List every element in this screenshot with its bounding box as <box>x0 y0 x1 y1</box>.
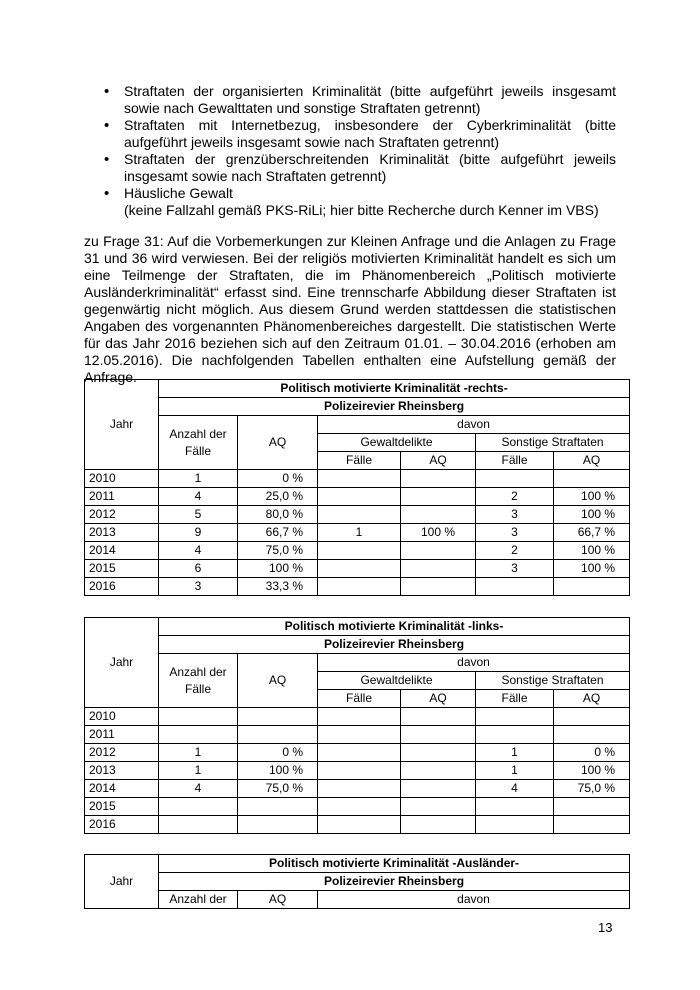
cell-violent-aq <box>401 560 476 578</box>
cell-other-cases: 3 <box>476 506 554 524</box>
table-row <box>85 542 630 560</box>
bullet-item: • Straftaten der grenzüberschreitenden Kriminalität (bitte aufgeführt jeweils insgesamt sowie nach Straftaten getrennt) <box>104 151 616 185</box>
cell-other-cases <box>476 726 554 744</box>
violent-aq-header: AQ <box>401 690 476 708</box>
cell-violent-aq <box>401 488 476 506</box>
count-header: Anzahl der <box>159 891 238 909</box>
cell-other-aq <box>554 726 630 744</box>
cell-violent-aq <box>401 744 476 762</box>
station-header: Polizeirevier Rheinsberg <box>159 636 630 654</box>
cell-violent-aq <box>401 798 476 816</box>
cell-year: 2014 <box>85 542 159 560</box>
cell-other-cases: 2 <box>476 542 554 560</box>
table-row <box>85 470 630 488</box>
cell-violent-cases <box>318 816 401 834</box>
cell-other-aq <box>554 578 630 596</box>
cell-other-cases: 3 <box>476 524 554 542</box>
table-row <box>85 488 630 506</box>
cell-violent-aq <box>401 726 476 744</box>
cell-other-aq: 100 % <box>554 506 630 524</box>
cell-violent-aq: 100 % <box>401 524 476 542</box>
cell-year: 2012 <box>85 744 159 762</box>
cell-violent-cases: 1 <box>318 524 401 542</box>
cell-violent-aq <box>401 578 476 596</box>
davon-header: davon <box>318 654 630 672</box>
table-row <box>85 816 630 834</box>
cell-cases <box>159 816 238 834</box>
cell-aq <box>238 816 318 834</box>
table-row <box>85 560 630 578</box>
table-row <box>85 798 630 816</box>
cell-violent-cases <box>318 470 401 488</box>
cell-cases <box>159 708 238 726</box>
cell-violent-aq <box>401 762 476 780</box>
cell-cases: 6 <box>159 560 238 578</box>
aq-header: AQ <box>238 654 318 708</box>
year-header: Jahr <box>85 855 159 909</box>
station-header: Polizeirevier Rheinsberg <box>159 398 630 416</box>
other-aq-header: AQ <box>554 452 630 470</box>
cell-violent-cases <box>318 726 401 744</box>
cell-violent-aq <box>401 816 476 834</box>
cell-other-cases: 1 <box>476 762 554 780</box>
year-header: Jahr <box>85 380 159 470</box>
cell-violent-cases <box>318 506 401 524</box>
davon-header: davon <box>318 416 630 434</box>
cell-violent-aq <box>401 506 476 524</box>
cell-cases: 1 <box>159 470 238 488</box>
cell-year: 2014 <box>85 780 159 798</box>
table-row <box>85 506 630 524</box>
cell-cases <box>159 798 238 816</box>
cell-violent-aq <box>401 542 476 560</box>
cell-aq: 0 % <box>238 744 318 762</box>
cell-year: 2016 <box>85 816 159 834</box>
cell-aq: 66,7 % <box>238 524 318 542</box>
other-header: Sonstige Straftaten <box>476 434 630 452</box>
aq-header: AQ <box>238 891 318 909</box>
bullet-item <box>104 185 616 219</box>
cell-cases: 4 <box>159 780 238 798</box>
cell-aq: 75,0 % <box>238 542 318 560</box>
page-number: 13 <box>598 920 613 935</box>
violent-header: Gewaltdelikte <box>318 434 476 452</box>
station-header: Polizeirevier Rheinsberg <box>159 873 630 891</box>
cell-violent-cases <box>318 762 401 780</box>
cell-other-aq: 0 % <box>554 744 630 762</box>
count-header: Anzahl der Fälle <box>159 654 238 708</box>
cell-year: 2011 <box>85 726 159 744</box>
cell-other-cases <box>476 708 554 726</box>
cell-year: 2013 <box>85 762 159 780</box>
cell-violent-cases <box>318 744 401 762</box>
violent-aq-header: AQ <box>401 452 476 470</box>
table-row <box>85 744 630 762</box>
cell-cases: 4 <box>159 542 238 560</box>
cell-violent-cases <box>318 560 401 578</box>
table-title: Politisch motivierte Kriminalität -Ausländer- <box>159 855 630 873</box>
table-foreigner <box>84 854 630 909</box>
table-row <box>85 762 630 780</box>
year-header: Jahr <box>85 618 159 708</box>
cell-other-aq <box>554 798 630 816</box>
other-aq-header: AQ <box>554 690 630 708</box>
cell-other-aq: 100 % <box>554 762 630 780</box>
cell-aq: 80,0 % <box>238 506 318 524</box>
bullet-item-title: Häusliche Gewalt (keine Fallzahl gemäß PKS-RiLi; hier bitte Recherche durch Kenner im VBS) <box>124 185 599 218</box>
violent-cases-header: Fälle <box>318 452 401 470</box>
cell-aq: 33,3 % <box>238 578 318 596</box>
cell-violent-aq <box>401 470 476 488</box>
cell-cases: 1 <box>159 762 238 780</box>
table-title: Politisch motivierte Kriminalität -rechts- <box>159 380 630 398</box>
cell-year: 2012 <box>85 506 159 524</box>
cell-violent-cases <box>318 488 401 506</box>
cell-year: 2016 <box>85 578 159 596</box>
cell-other-cases <box>476 578 554 596</box>
violent-header: Gewaltdelikte <box>318 672 476 690</box>
table-row <box>85 726 630 744</box>
cell-other-aq: 100 % <box>554 542 630 560</box>
table-title: Politisch motivierte Kriminalität -links- <box>159 618 630 636</box>
violent-cases-header: Fälle <box>318 690 401 708</box>
cell-violent-cases <box>318 780 401 798</box>
cell-violent-cases <box>318 708 401 726</box>
cell-aq <box>238 708 318 726</box>
other-cases-header: Fälle <box>476 690 554 708</box>
cell-year: 2015 <box>85 798 159 816</box>
cell-other-aq: 66,7 % <box>554 524 630 542</box>
count-header: Anzahl der Fälle <box>159 416 238 470</box>
table-row <box>85 708 630 726</box>
aq-header: AQ <box>238 416 318 470</box>
cell-violent-aq <box>401 780 476 798</box>
cell-other-cases <box>476 798 554 816</box>
other-cases-header: Fälle <box>476 452 554 470</box>
cell-cases: 5 <box>159 506 238 524</box>
cell-other-cases: 4 <box>476 780 554 798</box>
cell-other-cases: 3 <box>476 560 554 578</box>
cell-aq <box>238 726 318 744</box>
cell-cases: 9 <box>159 524 238 542</box>
cell-other-cases <box>476 470 554 488</box>
bullet-list <box>104 83 616 219</box>
cell-violent-cases <box>318 542 401 560</box>
table-right-wing <box>84 379 630 596</box>
cell-year: 2010 <box>85 470 159 488</box>
cell-aq: 0 % <box>238 470 318 488</box>
other-header: Sonstige Straftaten <box>476 672 630 690</box>
table-left-wing <box>84 617 630 834</box>
cell-cases: 4 <box>159 488 238 506</box>
table-row <box>85 780 630 798</box>
answer-paragraph: zu Frage 31: Auf die Vorbemerkungen zur Kleinen Anfrage und die Anlagen zu Frage 31 und 36 wird verwiesen. Bei der religiös motivierten Kriminalität handelt es sich um eine Teilmenge der Straftaten, die im Phänomenbereich „Politisch motivierte Ausländerkriminalität“ erfasst sind. Eine trennscharfe Abbildung dieser Straftaten ist gegenwärtig nicht möglich. Aus diesem Grund werden stattdessen die statistischen Angaben des vorgenannten Phänomenbereiches dargestellt. Die statistischen Werte für das Jahr 2016 beziehen sich auf den Zeitraum 01.01. – 30.04.2016 (erhoben am 12.05.2016). Die nachfolgenden Tabellen enthalten eine Aufstellung gemäß der Anfrage. <box>84 233 616 385</box>
cell-aq: 100 % <box>238 762 318 780</box>
davon-header: davon <box>318 891 630 909</box>
cell-year: 2010 <box>85 708 159 726</box>
cell-violent-aq <box>401 708 476 726</box>
cell-other-aq: 100 % <box>554 560 630 578</box>
cell-other-cases <box>476 816 554 834</box>
cell-other-aq: 100 % <box>554 488 630 506</box>
cell-other-aq <box>554 470 630 488</box>
cell-year: 2011 <box>85 488 159 506</box>
table-row <box>85 578 630 596</box>
cell-aq: 100 % <box>238 560 318 578</box>
cell-aq <box>238 798 318 816</box>
cell-cases: 3 <box>159 578 238 596</box>
cell-other-cases: 2 <box>476 488 554 506</box>
cell-year: 2013 <box>85 524 159 542</box>
table-row <box>85 524 630 542</box>
cell-other-aq <box>554 816 630 834</box>
bullet-item: • Straftaten der organisierten Kriminalität (bitte aufgeführt jeweils insgesamt sowie nach Gewalttaten und sonstige Straftaten getrennt) <box>104 83 616 117</box>
cell-other-aq: 75,0 % <box>554 780 630 798</box>
cell-other-aq <box>554 708 630 726</box>
cell-other-cases: 1 <box>476 744 554 762</box>
cell-aq: 75,0 % <box>238 780 318 798</box>
cell-aq: 25,0 % <box>238 488 318 506</box>
cell-cases <box>159 726 238 744</box>
cell-violent-cases <box>318 798 401 816</box>
cell-year: 2015 <box>85 560 159 578</box>
cell-cases: 1 <box>159 744 238 762</box>
cell-violent-cases <box>318 578 401 596</box>
bullet-item: • Straftaten mit Internetbezug, insbesondere der Cyberkriminalität (bitte aufgeführt jeweils insgesamt sowie nach Straftaten getrennt) <box>104 117 616 151</box>
